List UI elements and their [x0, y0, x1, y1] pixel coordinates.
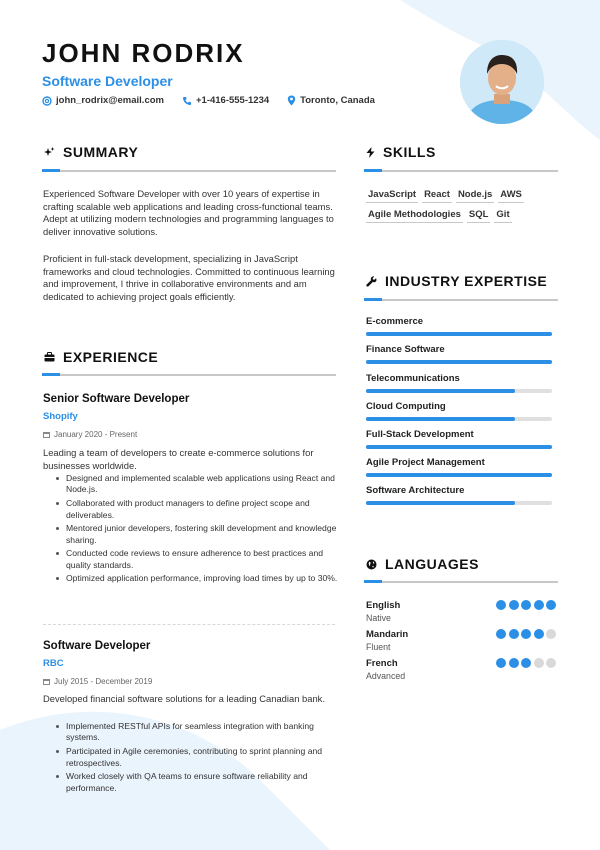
- expertise-bar-fill: [366, 473, 552, 477]
- expertise-heading-text: INDUSTRY EXPERTISE: [385, 273, 548, 289]
- expertise-heading: [366, 273, 547, 289]
- expertise-item: [366, 429, 552, 449]
- expertise-item: [366, 457, 552, 477]
- language-item: [366, 600, 556, 623]
- person-avatar-icon: [460, 40, 544, 124]
- job-dates-text: July 2015 - December 2019: [54, 677, 153, 686]
- proficiency-dot-filled: [509, 600, 519, 610]
- phone-icon: [182, 96, 192, 106]
- summary-heading: [44, 144, 138, 160]
- skills-divider: [364, 170, 558, 172]
- languages-heading: [366, 556, 479, 572]
- lightning-icon: [366, 147, 375, 158]
- list-item: Collaborated with product managers to define project scope and deliverables.: [56, 498, 340, 521]
- skill-tag: Git: [494, 209, 511, 223]
- language-level: Native: [366, 613, 391, 623]
- job-dates-text: January 2020 - Present: [54, 430, 138, 439]
- skill-tag: Agile Methodologies: [366, 209, 463, 223]
- globe-icon: [366, 559, 377, 570]
- proficiency-dot-empty: [534, 658, 544, 668]
- list-item: Optimized application performance, improving load times by up to 30%.: [56, 573, 340, 584]
- list-item: Participated in Agile ceremonies, contributing to sprint planning and retrospectives.: [56, 746, 340, 769]
- skill-tag: AWS: [498, 189, 524, 203]
- proficiency-dot-filled: [509, 629, 519, 639]
- expertise-item: [366, 485, 552, 505]
- expertise-bar: [366, 473, 552, 477]
- proficiency-dot-filled: [496, 629, 506, 639]
- skill-tag: SQL: [467, 209, 491, 223]
- expertise-label: Telecommunications: [366, 373, 460, 384]
- phone-text: +1-416-555-1234: [195, 95, 270, 106]
- proficiency-dot-empty: [546, 658, 556, 668]
- job-company: RBC: [43, 658, 64, 669]
- contact-location: [287, 95, 375, 106]
- job-separator: [43, 624, 335, 625]
- expertise-item: [366, 316, 552, 336]
- job-summary: Leading a team of developers to create e-commerce solutions for businesses worldwide.: [43, 447, 314, 471]
- proficiency-dots: [496, 658, 559, 668]
- language-item: [366, 658, 556, 681]
- language-name: English: [366, 600, 401, 611]
- expertise-bar: [366, 389, 552, 393]
- expertise-bar: [366, 501, 552, 505]
- contact-info: [42, 95, 393, 106]
- languages-heading-text: LANGUAGES: [385, 556, 479, 572]
- candidate-title: Software Developer: [42, 73, 173, 89]
- expertise-bar: [366, 445, 552, 449]
- language-item: [366, 629, 556, 652]
- expertise-bar-fill: [366, 360, 552, 364]
- email-text: john_rodrix@email.com: [56, 95, 164, 106]
- language-level: Advanced: [366, 671, 406, 681]
- job-summary: Developed financial software solutions for a leading Canadian bank.: [43, 693, 325, 704]
- proficiency-dot-filled: [534, 629, 544, 639]
- expertise-bar: [366, 360, 552, 364]
- job-bullets: [56, 721, 340, 796]
- experience-heading-text: EXPERIENCE: [63, 349, 159, 365]
- language-name: Mandarin: [366, 629, 409, 640]
- expertise-label: Finance Software: [366, 344, 445, 355]
- job-company: Shopify: [43, 411, 78, 422]
- summary-paragraph-2: Proficient in full-stack development, specializing in JavaScript frameworks and cloud technologies. Committed to continuous learning and improvement, I thrive in collaborative environments and am dedicated to achieving project goals efficiently.: [43, 253, 335, 302]
- proficiency-dot-filled: [521, 600, 531, 610]
- skill-tag: React: [422, 189, 452, 203]
- list-item: Implemented RESTful APIs for seamless integration with banking systems.: [56, 721, 340, 744]
- skills-heading-text: SKILLS: [383, 144, 436, 160]
- proficiency-dot-filled: [496, 658, 506, 668]
- experience-heading: [44, 349, 158, 365]
- language-name: French: [366, 658, 398, 669]
- expertise-item: [366, 373, 552, 393]
- languages-divider: [364, 581, 558, 583]
- expertise-label: Agile Project Management: [366, 457, 485, 468]
- proficiency-dot-filled: [496, 600, 506, 610]
- calendar-icon: [43, 431, 50, 438]
- proficiency-dot-filled: [521, 658, 531, 668]
- expertise-divider: [364, 299, 558, 301]
- summary-paragraph-1: Experienced Software Developer with over 10 years of expertise in crafting scalable web applications and leading cross-functional teams. Adept at utilizing modern technologies and programming languages to deliver innovative solutions.: [43, 188, 334, 237]
- expertise-bar: [366, 332, 552, 336]
- location-text: Toronto, Canada: [300, 95, 375, 106]
- skill-tag: JavaScript: [366, 189, 418, 203]
- location-pin-icon: [287, 95, 296, 106]
- profile-photo: [460, 40, 544, 124]
- expertise-bar-fill: [366, 332, 552, 336]
- candidate-name: JOHN RODRIX: [42, 38, 245, 68]
- sparkle-icon: [44, 147, 55, 158]
- job-dates: [43, 677, 152, 686]
- calendar-icon: [43, 678, 50, 685]
- expertise-bar-fill: [366, 501, 515, 505]
- summary-heading-text: SUMMARY: [63, 144, 139, 160]
- proficiency-dot-filled: [521, 629, 531, 639]
- list-item: Mentored junior developers, fostering skill development and knowledge sharing.: [56, 523, 340, 546]
- expertise-bar-fill: [366, 417, 515, 421]
- skills-heading: [366, 144, 436, 160]
- proficiency-dots: [496, 600, 559, 610]
- expertise-item: [366, 401, 552, 421]
- list-item: Worked closely with QA teams to ensure software reliability and performance.: [56, 771, 340, 794]
- experience-divider: [42, 374, 336, 376]
- proficiency-dot-filled: [546, 600, 556, 610]
- expertise-label: Software Architecture: [366, 485, 465, 496]
- expertise-bar-fill: [366, 389, 515, 393]
- list-item: Designed and implemented scalable web applications using React and Node.js.: [56, 473, 340, 496]
- job-title: Software Developer: [43, 640, 151, 652]
- expertise-label: E-commerce: [366, 316, 424, 327]
- language-level: Fluent: [366, 642, 391, 652]
- expertise-bar-fill: [366, 445, 552, 449]
- job-title: Senior Software Developer: [43, 393, 190, 405]
- skill-tag: Node.js: [456, 189, 494, 203]
- job-dates: [43, 430, 137, 439]
- wrench-icon: [366, 276, 377, 287]
- proficiency-dot-filled: [509, 658, 519, 668]
- briefcase-icon: [44, 352, 55, 362]
- expertise-label: Full-Stack Development: [366, 429, 474, 440]
- list-item: Conducted code reviews to ensure adherence to best practices and quality standards.: [56, 548, 340, 571]
- proficiency-dots: [496, 629, 559, 639]
- contact-phone[interactable]: [182, 95, 269, 106]
- expertise-label: Cloud Computing: [366, 401, 446, 412]
- job-bullets: [56, 473, 340, 587]
- expertise-item: [366, 344, 552, 364]
- contact-email[interactable]: [42, 95, 164, 106]
- expertise-bar: [366, 417, 552, 421]
- skills-list: [366, 189, 556, 229]
- at-sign-icon: [42, 96, 52, 106]
- summary-divider: [42, 170, 336, 172]
- proficiency-dot-empty: [546, 629, 556, 639]
- proficiency-dot-filled: [534, 600, 544, 610]
